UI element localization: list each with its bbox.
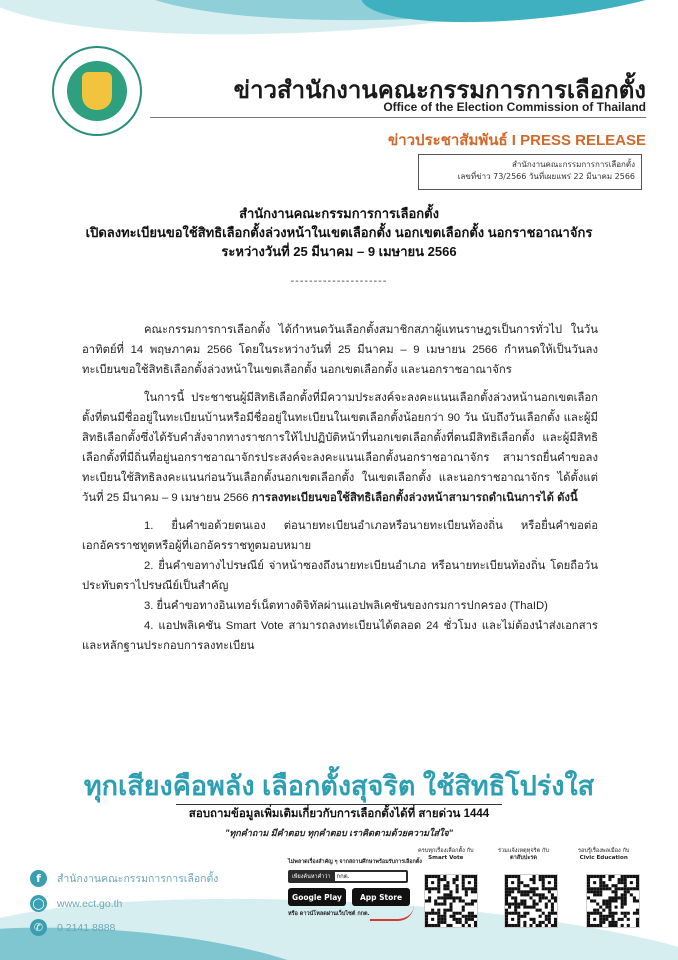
qr-code-civic-education[interactable] <box>586 874 640 928</box>
header-title-english: Office of the Election Commission of Thailand <box>383 100 646 114</box>
campaign-slogan: ทุกเสียงคือพลัง เลือกตั้งสุจริต ใช้สิทธิโปร่งใส <box>83 771 595 801</box>
ect-logo <box>52 46 142 136</box>
contact-phone[interactable] <box>30 919 115 936</box>
qr-code-smart-vote[interactable] <box>424 874 478 928</box>
title-line-1: สำนักงานคณะกรรมการการเลือกตั้ง <box>239 206 439 221</box>
app-search-bar <box>288 870 408 883</box>
app-search-value: กกต. <box>335 872 406 881</box>
ect-emblem-icon <box>67 61 127 121</box>
list-item: 2. ยื่นคำขอทางไปรษณีย์ จ่าหน้าซองถึงนายทะเบียนอำเภอ หรือนายทะเบียนท้องถิ่น โดยถือวันประทับตราไปรษณีย์เป็นสำคัญ <box>82 560 598 592</box>
google-play-button[interactable]: Google Play <box>288 888 346 906</box>
title-separator: --------------------- <box>290 276 388 287</box>
title-line-2: เปิดลงทะเบียนขอใช้สิทธิเลือกตั้งล่วงหน้าในเขตเลือกตั้ง นอกเขตเลือกตั้ง นอกราชอาณาจักร <box>85 225 593 240</box>
reference-number-date: เลขที่ข่าว 73/2566 วันที่เผยแพร่ 22 มีนาคม 2566 <box>457 172 635 181</box>
app-store-button[interactable]: App Store <box>352 888 410 906</box>
phone-icon: ✆ <box>30 919 47 936</box>
app-search-label: เพียงค้นหาคำว่า <box>292 873 331 880</box>
qr-code-tasapparod[interactable] <box>504 874 558 928</box>
paragraph-2 <box>82 388 598 508</box>
reference-office: สำนักงานคณะกรรมการการเลือกตั้ง <box>512 160 635 169</box>
paragraph-2-text: ในการนี้ ประชาชนผู้มีสิทธิเลือกตั้งที่มีความประสงค์จะลงคะแนนเลือกตั้งล่วงหน้านอกเขตเลือกตั้งที่ตนมีชื่ออยู่ในทะเบียนบ้านหรือมีชื่ออยู่ในทะเบียนในเขตเลือกตั้งน้อยกว่า 90 วัน นับถึงวันเลือกตั้ง และผู้มีสิทธิเลือกตั้งซึ่งได้รับคำสั่งจากทางราชการให้ไปปฏิบัติหน้าที่นอกเขตเลือกตั้งที่ตนมีสิทธิเลือกตั้ง และผู้มีสิทธิเลือกตั้งที่มีถิ่นที่อยู่นอกราชอาณาจักรประสงค์จะลงคะแนนเลือกตั้งนอกราชอาณาจักร สามารถยื่นคำขอลงทะเบียนใช้สิทธิลงคะแนนก่อนวันเลือกตั้งนอกเขตเลือกตั้ง ในเขตเลือกตั้ง และนอกราชอาณาจักร ได้ตั้งแต่วันที่ 25 มีนาคม – 9 เมษายน 2566 <box>82 392 598 504</box>
list-item: 4. แอปพลิเคชัน Smart Vote สามารถลงทะเบียนได้ตลอด 24 ชั่วโมง และไม่ต้องนำส่งเอกสารและหลักฐานประกอบการลงทะเบียน <box>82 620 598 652</box>
document-title <box>40 204 638 261</box>
qr-caption-smart-vote: ครบทุกเรื่องเลือกตั้ง กับ Smart Vote <box>418 848 474 861</box>
app-note: ไม่พลาดเรื่องสำคัญ ๆ จากสถานศึกษาพร้อมรับการเลือกตั้ง <box>288 859 422 865</box>
list-item: 3. ยื่นคำขอทางอินเทอร์เน็ตทางดิจิทัลผ่านแอปพลิเคชันของกรมการปกครอง (ThaID) <box>144 600 548 612</box>
header-divider <box>150 117 646 118</box>
globe-icon: ◯ <box>30 895 47 912</box>
header-title-thai: ข่าวสำนักงานคณะกรรมการการเลือกตั้ง <box>233 77 646 104</box>
phone-text: 0 2141 8888 <box>57 921 116 934</box>
qr-caption-civic-education: รอบรู้เรื่องพลเมือง กับ Civic Education <box>578 848 630 861</box>
paragraph-1: คณะกรรมการการเลือกตั้ง ได้กำหนดวันเลือกตั้งสมาชิกสภาผู้แทนราษฎรเป็นการทั่วไป ในวันอาทิตย์ที่ 14 พฤษภาคม 2566 โดยในระหว่างวันที่ 25 มีนาคม – 9 เมษายน 2566 กำหนดให้เป็นวันลงทะเบียนขอใช้สิทธิเลือกตั้งล่วงหน้าในเขตเลือกตั้ง นอกเขตเลือกตั้ง และนอกราชอาณาจักร <box>82 324 598 376</box>
contact-facebook[interactable] <box>30 870 218 887</box>
website-text: www.ect.go.th <box>57 897 123 910</box>
list-item: 1. ยื่นคำขอด้วยตนเอง ต่อนายทะเบียนอำเภอหรือนายทะเบียนท้องถิ่น หรือยื่นคำขอต่อเอกอัครราชทูตหรือผู้ที่เอกอัครราชทูตมอบหมาย <box>82 520 598 552</box>
facebook-icon: f <box>30 870 47 887</box>
facebook-text: สำนักงานคณะกรรมการการเลือกตั้ง <box>57 873 219 885</box>
document-body <box>82 320 598 656</box>
paragraph-2-bold: การลงทะเบียนขอใช้สิทธิเลือกตั้งล่วงหน้าสามารถดำเนินการได้ ดังนี้ <box>251 492 578 504</box>
app-download-note: หรือ ดาวน์โหลดผ่านเว็บไซต์ กกต. <box>288 911 370 917</box>
reference-box <box>418 154 642 190</box>
hotline-text: สอบถามข้อมูลเพิ่มเติมเกี่ยวกับการเลือกตั้งได้ที่ สายด่วน 1444 <box>188 808 490 820</box>
press-release-label: ข่าวประชาสัมพันธ์ I PRESS RELEASE <box>387 132 646 149</box>
contact-website[interactable] <box>30 895 122 912</box>
decorative-swoosh-top-dark <box>357 0 678 37</box>
service-motto: "ทุกคำถาม มีคำตอบ ทุกคำตอบ เราคิดตามด้วยความใส่ใจ" <box>225 828 453 838</box>
title-line-3: ระหว่างวันที่ 25 มีนาคม – 9 เมษายน 2566 <box>221 244 457 259</box>
qr-caption-tasapparod: ร่วมแจ้งเหตุทุจริต กับ ตาสับปะรด <box>498 848 549 861</box>
